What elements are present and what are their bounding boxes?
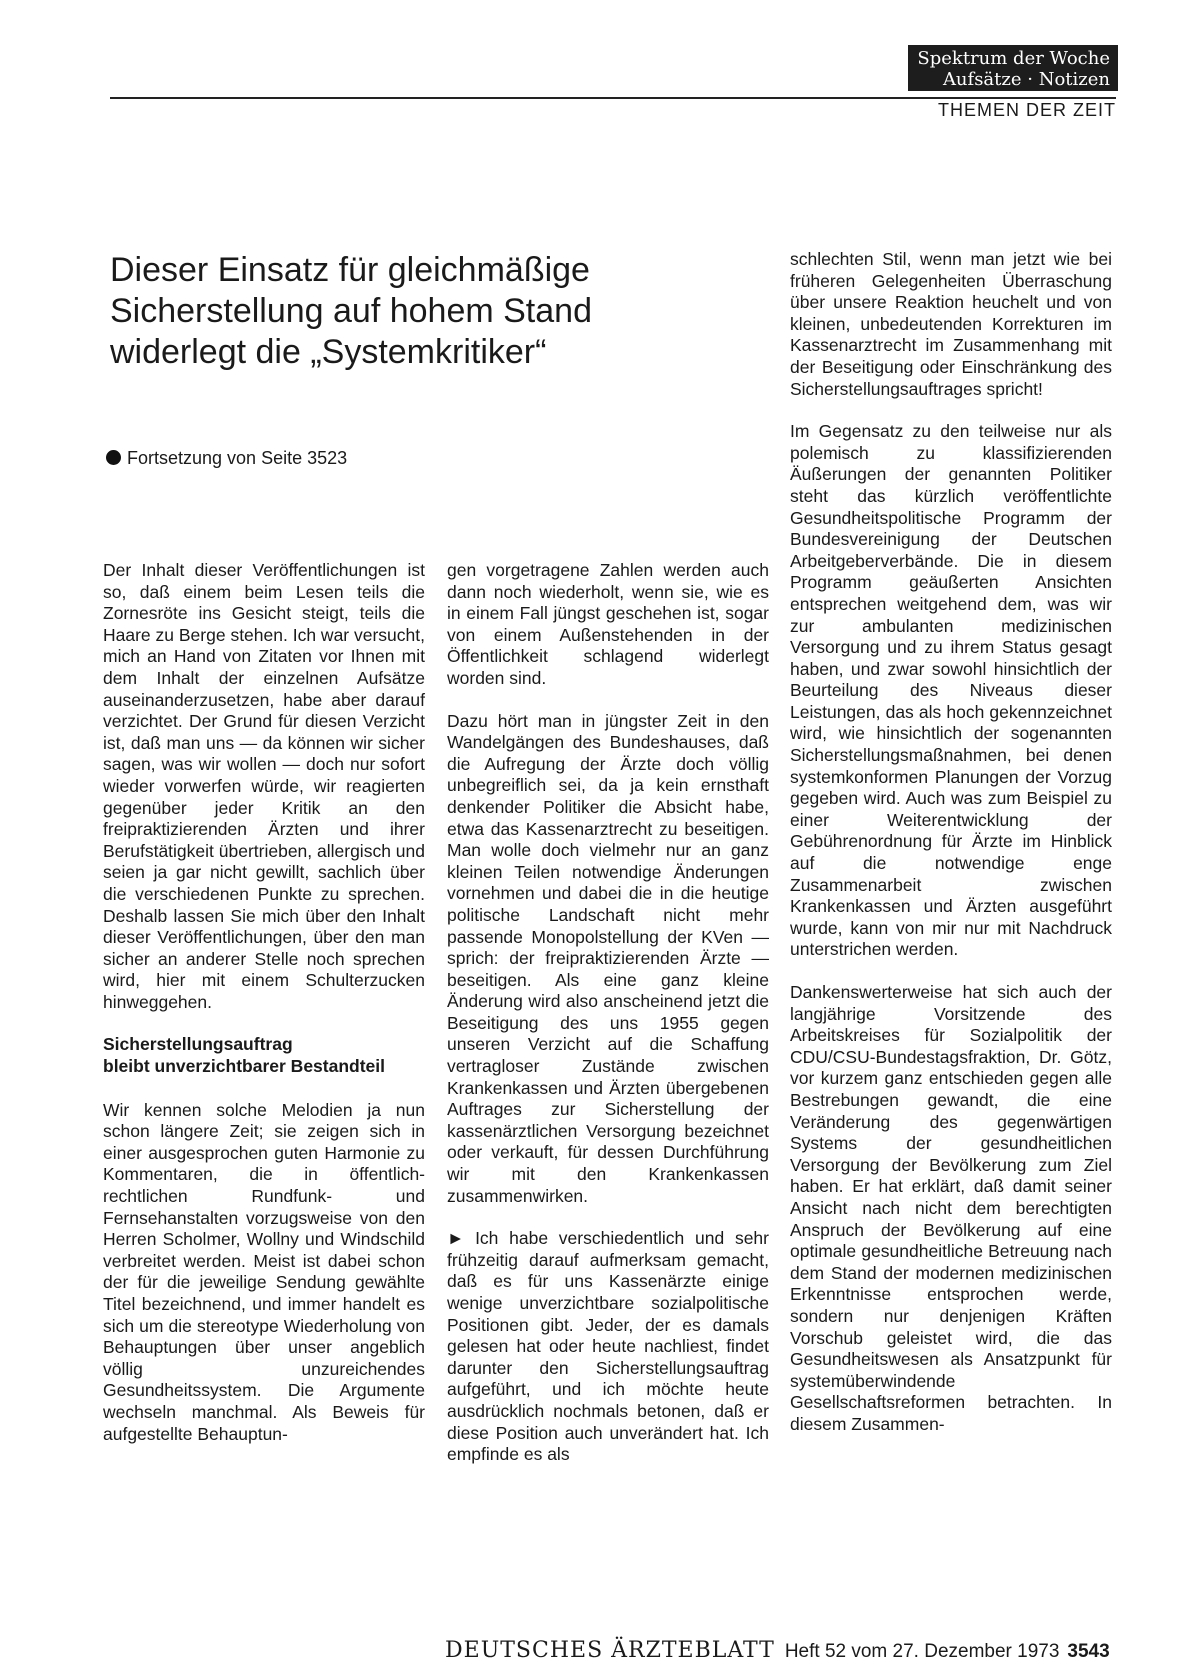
section-tag-line1: Spektrum der Woche xyxy=(917,48,1110,69)
continuation-note xyxy=(106,447,347,469)
subheading-line1: Sicherstellungsauftrag xyxy=(103,1034,293,1055)
subheading-line2: bleibt unverzichtbarer Bestandteil xyxy=(103,1056,386,1077)
paragraph: Wir kennen solche Melodien ja nun schon längere Zeit; sie zeigen sich in einer ausgesprochen guten Harmonie zu Kommentaren, die in öffentlich-rechtlichen Rundfunk- und Fernsehanstalten vorzugsweise von den Herren Scholmer, Wollny und Windschild verbreitet werden. Meist ist dabei schon der für die jeweilige Sendung gewählte Titel bezeichnend, und immer handelt es sich um die stereotype Wiederholung von Behauptungen über unser angeblich völlig unzureichendes Gesundheitssystem. Die Argumente wechseln manchmal. Als Beweis für aufgestellte Behauptun- xyxy=(103,1099,425,1444)
paragraph-with-marker xyxy=(447,1228,769,1466)
paragraph: Der Inhalt dieser Veröffentlichungen ist so, daß einem beim Lesen teils die Zornesröte ins Gesicht steigt, teils die Haare zu Berge stehen. Ich war versucht, mich an Hand von Zitaten vor Ihnen mit dem Inhalt der einzelnen Aufsätze auseinanderzusetzen, habe aber darauf verzichtet. Der Grund für diesen Verzicht ist, daß man uns — da können wir sicher sagen, was wir wollen — doch nur sofort wieder vorwerfen würde, wir reagierten gegenüber jeder Kritik an den freipraktizierenden Ärzten und ihrer Berufstätigkeit übertrieben, allergisch und seien ja gar nicht gewillt, sachlich über die verschiedenen Punkte zu sprechen. Deshalb lassen Sie mich über den Inhalt dieser Veröffentlichungen, über den man sicher an anderer Stelle noch sprechen wird, hier mit einem Schulterzucken hinweggehen. xyxy=(103,560,425,1012)
section-tag-line2: Aufsätze · Notizen xyxy=(942,69,1110,90)
paragraph: Dazu hört man in jüngster Zeit in den Wandelgängen des Bundeshauses, daß die Aufregung der Ärzte doch völlig unbegreiflich sei, da ja kein ernsthaft denkender Politiker die Absicht habe, etwa das Kassenarztrecht zu beseitigen. Man wolle doch vielmehr nur an ganz kleinen Teilen notwendige Änderungen vornehmen und dabei die in die heutige politische Landschaft nicht mehr passende Monopolstellung der KVen — sprich: der freipraktizierenden Ärzte — beseitigen. Als eine ganz kleine Änderung wird also anscheinend jetzt die Beseitigung des uns 1955 gegen unseren Verzicht auf die Schaffung vertragloser Zustände zwischen Krankenkassen und Ärzten übergebenen Auftrages zur Sicherstellung der kassenärztlichen Versorgung bezeichnet oder verkauft, für dessen Durchführung wir mit den Krankenkassen zusammenwirken. xyxy=(447,710,769,1206)
paragraph: schlechten Stil, wenn man jetzt wie bei früheren Gelegenheiten Überraschung über unsere Reaktion heuchelt und von kleinen, unbedeutenden Korrekturen im Kassenarztrecht im Zusammenhang mit der Beseitigung oder Einschränkung des Sicherstellungsauftrages spricht! xyxy=(790,249,1112,399)
page-footer xyxy=(445,1638,1110,1663)
section-tag xyxy=(908,45,1118,91)
article-title: Dieser Einsatz für gleichmäßige Sicherstellung auf hohem Stand widerlegt die „Systemkritiker“ xyxy=(110,251,592,371)
header-rule xyxy=(110,97,1116,99)
arrow-marker-icon: ► xyxy=(447,1228,465,1249)
issue-info: Heft 52 vom 27. Dezember 1973 xyxy=(784,1641,1060,1662)
paragraph: gen vorgetragene Zahlen werden auch dann noch wiederholt, wenn sie, wie es in einem Fall jüngst geschehen ist, sogar von einem Außenstehenden in der Öffentlichkeit schlagend widerlegt worden sind. xyxy=(447,560,769,688)
paragraph: Dankenswerterweise hat sich auch der langjährige Vorsitzende des Arbeitskreises für Sozialpolitik der CDU/CSU-Bundestagsfraktion, Dr. Götz, vor kurzem ganz entschieden gegen alle Bestrebungen gewandt, die eine Veränderung des gegenwärtigen Systems der gesundheitlichen Versorgung der Bevölkerung zum Ziel haben. Er hat erklärt, daß damit seiner Ansicht nach nicht dem berechtigten Anspruch der Bevölkerung auf eine optimale gesundheitliche Betreuung nach dem Stand der modernen medizinischen Erkenntnisse entsprochen werde, sondern nur denjenigen Kräften Vorschub geleistet wird, die das Gesundheitswesen als Ansatzpunkt für systemüberwindende Gesellschaftsreformen betrachten. In diesem Zusammen- xyxy=(790,982,1112,1434)
page-number: 3543 xyxy=(1067,1641,1110,1662)
text-column-2 xyxy=(447,560,769,1487)
paragraph-text: Ich habe verschiedentlich und sehr frühzeitig darauf aufmerksam gemacht, daß es für uns Kassenärzte einige wenige unverzichtbare sozialpolitische Positionen gibt. Jeder, der es damals gelesen hat oder heute nachliest, findet darunter den Sicherstellungsauftrag aufgeführt, und ich möchte heute ausdrücklich nochmals betonen, daß er diese Position auch unverändert hat. Ich empfinde es als xyxy=(447,1228,769,1465)
bullet-dot-icon xyxy=(106,450,121,465)
text-column-3 xyxy=(790,249,1112,1456)
section-title: THEMEN DER ZEIT xyxy=(937,100,1116,120)
continuation-text: Fortsetzung von Seite 3523 xyxy=(127,448,348,468)
paragraph: Im Gegensatz zu den teilweise nur als polemisch zu klassifizierenden Äußerungen der genannten Politiker steht das kürzlich veröffentlichte Gesundheitspolitische Programm der Bundesvereinigung der Deutschen Arbeitgeberverbände. Die in diesem Programm geäußerten Ansichten entsprechen weitgehend dem, was wir zur ambulanten medizinischen Versorgung und zu ihrem Status gesagt haben, und zwar sowohl hinsichtlich der Beurteilung des Niveaus dieser Leistungen, das als hoch gekennzeichnet wird, wie hinsichtlich der sogenannten Sicherstellungsmaßnahmen, bei denen systemkonformen Planungen der Vorzug gegeben wird. Auch was zum Beispiel zu einer Weiterentwicklung der Gebührenordnung für Ärzte im Hinblick auf die notwendige enge Zusammenarbeit zwischen Krankenkassen und Ärzten ausgeführt wurde, kann von mir nur mit Nachdruck unterstrichen werden. xyxy=(790,421,1112,960)
subheading xyxy=(103,1034,425,1077)
publication-name: DEUTSCHES ÄRZTEBLATT xyxy=(445,1638,775,1663)
text-column-1 xyxy=(103,560,425,1466)
